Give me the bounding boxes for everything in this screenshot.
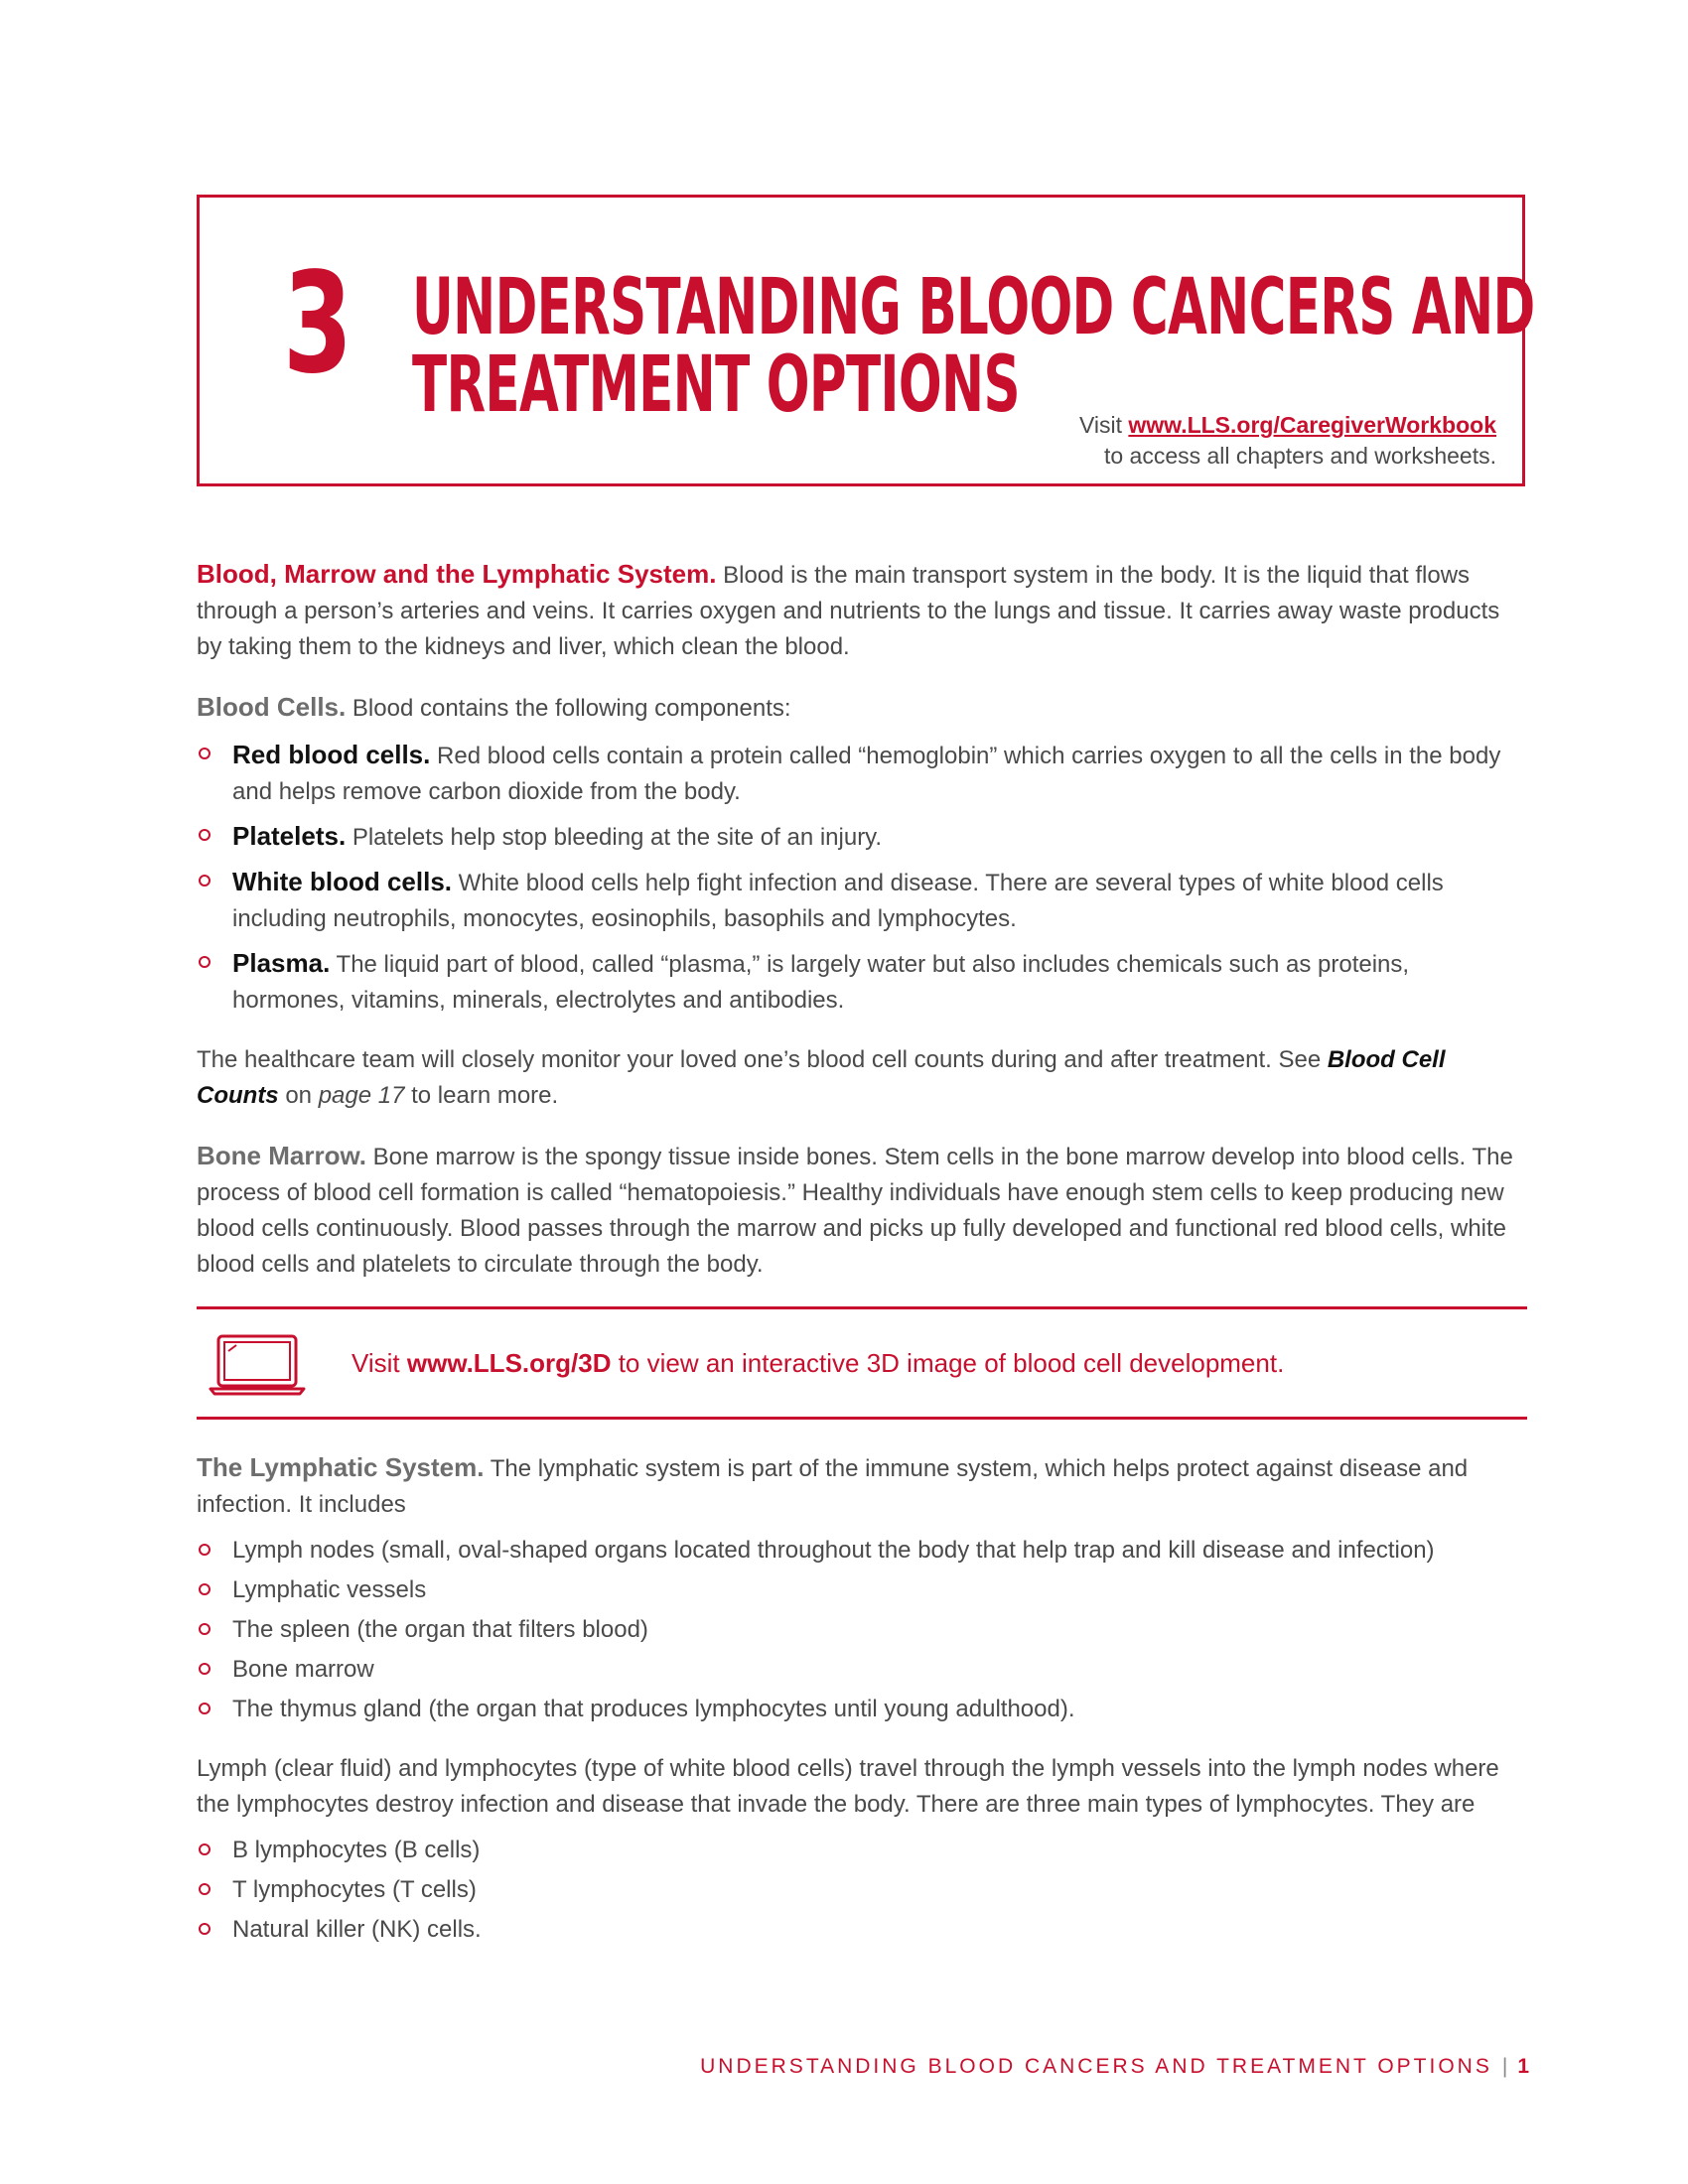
caregiver-workbook-link[interactable]: www.LLS.org/CaregiverWorkbook <box>1128 412 1496 438</box>
list-item-text: Lymph nodes (small, oval-shaped organs located throughout the body that help trap and kill disease and infection) <box>232 1537 1435 1564</box>
chapter-title-line-2: TREATMENT OPTIONS <box>412 341 1020 430</box>
list-item-text: Red blood cells contain a protein called “hemoglobin” which carries oxygen to all the cells in the body and helps remove carbon dioxide from the body. <box>232 743 1501 805</box>
list-item-text: Platelets help stop bleeding at the site of an injury. <box>346 824 883 851</box>
page-number: 1 <box>1517 2055 1529 2078</box>
list-item-term: Red blood cells. <box>232 740 431 769</box>
list-item <box>197 1533 1527 1569</box>
list-item-term: Platelets. <box>232 821 347 851</box>
3d-callout <box>197 1306 1527 1420</box>
list-item <box>197 1572 1527 1608</box>
list-item <box>197 1692 1527 1727</box>
bullet-circle-icon <box>199 1923 211 1935</box>
bullet-circle-icon <box>199 875 211 887</box>
list-item-text: The spleen (the organ that filters blood) <box>232 1616 648 1643</box>
lymph-paragraph: Lymph (clear fluid) and lymphocytes (type of white blood cells) travel through the lymph vessels into the lymph nodes where the lymphocytes destroy infection and disease that invade the body. There are three main types of lymphocytes. They are <box>197 1755 1499 1818</box>
monitor-paragraph <box>197 1042 1527 1114</box>
visit-prefix: Visit <box>1078 412 1122 438</box>
workbook-visit-note <box>1079 410 1496 472</box>
list-item <box>197 818 1527 856</box>
intro-lead: Blood, Marrow and the Lymphatic System. <box>197 559 717 589</box>
page-reference: page 17 <box>318 1082 405 1109</box>
list-item <box>197 1612 1527 1648</box>
monitor-text-2: on <box>278 1082 319 1109</box>
lymphatic-paragraph <box>197 1449 1527 1523</box>
list-item-text: B lymphocytes (B cells) <box>232 1837 481 1863</box>
list-item <box>197 1912 1527 1948</box>
bullet-circle-icon <box>199 1623 211 1635</box>
chapter-title-line-1: UNDERSTANDING BLOOD CANCERS AND <box>412 263 1535 352</box>
callout-prefix: Visit <box>352 1348 407 1378</box>
list-item-text: T lymphocytes (T cells) <box>232 1876 477 1903</box>
monitor-text-3: to learn more. <box>404 1082 559 1109</box>
callout-text <box>352 1347 1284 1379</box>
bullet-circle-icon <box>199 1843 211 1855</box>
lymphatic-components-list <box>197 1533 1527 1727</box>
bullet-circle-icon <box>199 1583 211 1595</box>
blood-cells-text: Blood contains the following components: <box>346 695 791 722</box>
list-item-text: White blood cells help fight infection and disease. There are several types of white blood cells including neutrophils, monocytes, eosinophils, basophils and lymphocytes. <box>232 870 1444 932</box>
list-item <box>197 737 1527 810</box>
bone-marrow-text: Bone marrow is the spongy tissue inside bones. Stem cells in the bone marrow develop into blood cells. The process of blood cell formation is called “hematopoiesis.” Healthy individuals have enough stem cells to keep producing new blood cells continuously. Blood passes through the marrow and picks up fully developed and functional red blood cells, white blood cells and platelets to circulate through the body. <box>197 1144 1513 1278</box>
intro-paragraph <box>197 556 1527 665</box>
blood-cells-paragraph <box>197 689 1527 727</box>
lymphocyte-types-list <box>197 1833 1527 1948</box>
bullet-circle-icon <box>199 829 211 841</box>
lymphatic-lead: The Lymphatic System. <box>197 1452 485 1482</box>
monitor-text-1: The healthcare team will closely monitor your loved one’s blood cell counts during and after treatment. See <box>197 1046 1328 1073</box>
list-item <box>197 1652 1527 1688</box>
list-item-text: The liquid part of blood, called “plasma,” is largely water but also includes chemicals such as proteins, hormones, vitamins, minerals, electrolytes and antibodies. <box>232 951 1410 1014</box>
bullet-circle-icon <box>199 1663 211 1675</box>
blood-components-list <box>197 737 1527 1019</box>
list-item-text: Lymphatic vessels <box>232 1576 427 1603</box>
visit-suffix: to access all chapters and worksheets. <box>1103 443 1496 469</box>
blood-cells-lead: Blood Cells. <box>197 692 347 722</box>
chapter-number: 3 <box>283 243 352 405</box>
list-item-text: The thymus gland (the organ that produces lymphocytes until young adulthood). <box>232 1696 1075 1722</box>
list-item-text: Bone marrow <box>232 1656 374 1683</box>
list-item <box>197 1872 1527 1908</box>
bullet-circle-icon <box>199 956 211 968</box>
bullet-circle-icon <box>199 1703 211 1714</box>
footer-title: UNDERSTANDING BLOOD CANCERS AND TREATMENT OPTIONS <box>700 2055 1492 2078</box>
list-item-text: Natural killer (NK) cells. <box>232 1916 482 1943</box>
main-content <box>197 556 1527 1972</box>
intro-text: Blood is the main transport system in the body. It is the liquid that flows through a person’s arteries and veins. It carries oxygen and nutrients to the lungs and tissue. It carries away waste products by taking them to the kidneys and liver, which clean the blood. <box>197 562 1500 660</box>
list-item <box>197 1833 1527 1868</box>
bullet-circle-icon <box>199 1544 211 1556</box>
bone-marrow-lead: Bone Marrow. <box>197 1141 366 1170</box>
list-item <box>197 945 1527 1019</box>
blood-cell-counts-reference: Blood Cell Counts <box>197 1046 1446 1109</box>
callout-suffix: to view an interactive 3D image of blood cell development. <box>611 1348 1285 1378</box>
laptop-icon <box>209 1333 306 1397</box>
bone-marrow-paragraph <box>197 1138 1527 1283</box>
bullet-circle-icon <box>199 1883 211 1895</box>
footer-separator: | <box>1501 2055 1508 2078</box>
list-item-term: White blood cells. <box>232 867 453 896</box>
chapter-header <box>197 195 1535 486</box>
lls-3d-link[interactable]: www.LLS.org/3D <box>406 1348 612 1378</box>
list-item <box>197 864 1527 937</box>
page-footer <box>700 2055 1529 2079</box>
bullet-circle-icon <box>199 748 211 759</box>
list-item-term: Plasma. <box>232 948 331 978</box>
lymphatic-text: The lymphatic system is part of the immune system, which helps protect against disease and infection. It includes <box>197 1455 1469 1518</box>
